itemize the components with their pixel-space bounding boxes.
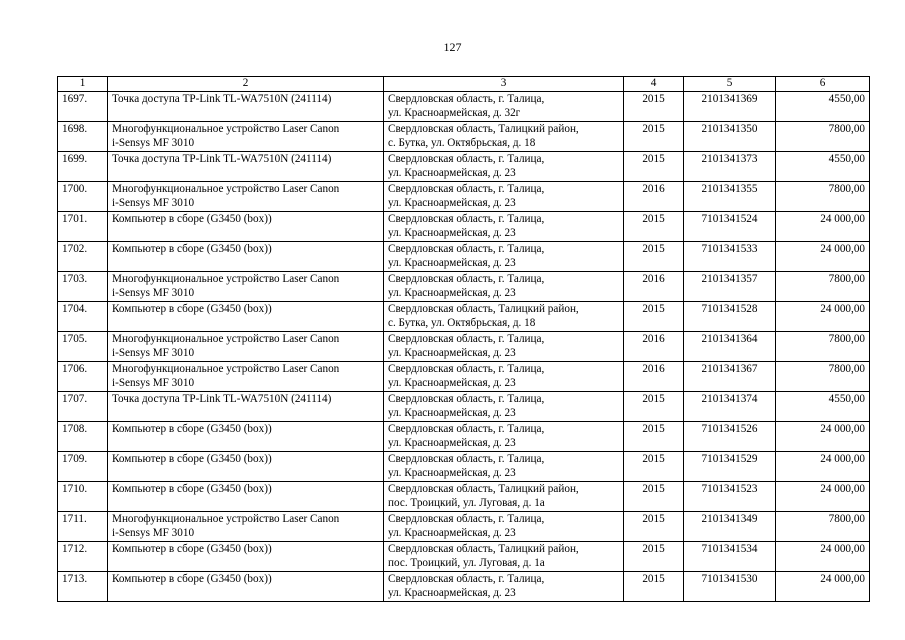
address-line-1: Свердловская область, г. Талица, xyxy=(388,423,545,435)
item-name-cell xyxy=(108,422,384,452)
column-header: 6 xyxy=(776,77,870,92)
row-number-cell: 1708. xyxy=(58,422,108,452)
address-line-2: пос. Троицкий, ул. Луговая, д. 1а xyxy=(388,497,545,509)
item-name-line-2: i-Sensys MF 3010 xyxy=(112,137,195,149)
table-row xyxy=(58,572,870,602)
cost-cell: 4550,00 xyxy=(776,92,870,122)
table-row xyxy=(58,362,870,392)
property-register-table xyxy=(57,76,870,602)
item-name-line-1: Компьютер в сборе (G3450 (box)) xyxy=(112,213,272,225)
address-cell xyxy=(384,392,624,422)
row-number-cell: 1698. xyxy=(58,122,108,152)
row-number-cell: 1711. xyxy=(58,512,108,542)
address-line-1: Свердловская область, г. Талица, xyxy=(388,153,545,165)
year-cell: 2016 xyxy=(624,332,684,362)
item-name-cell xyxy=(108,392,384,422)
row-number-cell: 1712. xyxy=(58,542,108,572)
address-cell xyxy=(384,482,624,512)
column-number-header-row xyxy=(58,77,870,92)
row-number-cell: 1709. xyxy=(58,452,108,482)
year-cell: 2015 xyxy=(624,572,684,602)
address-line-1: Свердловская область, г. Талица, xyxy=(388,243,545,255)
cost-cell: 7800,00 xyxy=(776,362,870,392)
year-cell: 2015 xyxy=(624,452,684,482)
item-name-line-1: Компьютер в сборе (G3450 (box)) xyxy=(112,243,272,255)
item-name-line-1: Многофункциональное устройство Laser Canon xyxy=(112,363,340,375)
year-cell: 2015 xyxy=(624,92,684,122)
inventory-number-cell: 2101341374 xyxy=(684,392,776,422)
address-line-2: пос. Троицкий, ул. Луговая, д. 1а xyxy=(388,557,545,569)
table-row xyxy=(58,152,870,182)
table-row xyxy=(58,512,870,542)
item-name-line-1: Компьютер в сборе (G3450 (box)) xyxy=(112,573,272,585)
row-number-cell: 1703. xyxy=(58,272,108,302)
row-number-cell: 1701. xyxy=(58,212,108,242)
inventory-number-cell: 2101341369 xyxy=(684,92,776,122)
address-line-1: Свердловская область, г. Талица, xyxy=(388,363,545,375)
year-cell: 2016 xyxy=(624,182,684,212)
row-number-cell: 1707. xyxy=(58,392,108,422)
item-name-line-2: i-Sensys MF 3010 xyxy=(112,347,195,359)
item-name-cell xyxy=(108,152,384,182)
cost-cell: 7800,00 xyxy=(776,512,870,542)
inventory-number-cell: 2101341357 xyxy=(684,272,776,302)
table-row xyxy=(58,542,870,572)
address-cell xyxy=(384,122,624,152)
address-line-2: ул. Красноармейская, д. 23 xyxy=(388,167,516,179)
item-name-cell xyxy=(108,302,384,332)
year-cell: 2015 xyxy=(624,212,684,242)
item-name-line-1: Компьютер в сборе (G3450 (box)) xyxy=(112,423,272,435)
address-line-2: ул. Красноармейская, д. 23 xyxy=(388,377,516,389)
table-row xyxy=(58,392,870,422)
item-name-cell xyxy=(108,122,384,152)
address-line-2: ул. Красноармейская, д. 23 xyxy=(388,437,516,449)
item-name-cell xyxy=(108,92,384,122)
address-line-2: ул. Красноармейская, д. 23 xyxy=(388,407,516,419)
row-number-cell: 1700. xyxy=(58,182,108,212)
item-name-line-1: Многофункциональное устройство Laser Canon xyxy=(112,123,340,135)
inventory-number-cell: 2101341373 xyxy=(684,152,776,182)
item-name-cell xyxy=(108,572,384,602)
inventory-number-cell: 7101341528 xyxy=(684,302,776,332)
inventory-number-cell: 2101341364 xyxy=(684,332,776,362)
cost-cell: 24 000,00 xyxy=(776,482,870,512)
address-cell xyxy=(384,302,624,332)
address-line-2: ул. Красноармейская, д. 23 xyxy=(388,227,516,239)
address-line-1: Свердловская область, г. Талица, xyxy=(388,453,545,465)
table-body xyxy=(58,92,870,602)
item-name-cell xyxy=(108,212,384,242)
address-line-2: ул. Красноармейская, д. 23 xyxy=(388,467,516,479)
item-name-line-1: Многофункциональное устройство Laser Canon xyxy=(112,513,340,525)
item-name-line-2: i-Sensys MF 3010 xyxy=(112,527,195,539)
address-line-1: Свердловская область, г. Талица, xyxy=(388,93,545,105)
address-cell xyxy=(384,212,624,242)
year-cell: 2015 xyxy=(624,242,684,272)
table-row xyxy=(58,422,870,452)
cost-cell: 7800,00 xyxy=(776,182,870,212)
cost-cell: 24 000,00 xyxy=(776,452,870,482)
address-line-1: Свердловская область, г. Талица, xyxy=(388,273,545,285)
item-name-line-2: i-Sensys MF 3010 xyxy=(112,377,195,389)
cost-cell: 7800,00 xyxy=(776,332,870,362)
item-name-cell xyxy=(108,182,384,212)
address-line-1: Свердловская область, Талицкий район, xyxy=(388,303,579,315)
column-header: 3 xyxy=(384,77,624,92)
year-cell: 2015 xyxy=(624,302,684,332)
row-number-cell: 1705. xyxy=(58,332,108,362)
address-line-1: Свердловская область, Талицкий район, xyxy=(388,483,579,495)
address-cell xyxy=(384,332,624,362)
year-cell: 2016 xyxy=(624,272,684,302)
inventory-number-cell: 2101341367 xyxy=(684,362,776,392)
year-cell: 2015 xyxy=(624,482,684,512)
cost-cell: 24 000,00 xyxy=(776,212,870,242)
inventory-number-cell: 7101341533 xyxy=(684,242,776,272)
item-name-line-2: i-Sensys MF 3010 xyxy=(112,287,195,299)
address-line-2: ул. Красноармейская, д. 23 xyxy=(388,347,516,359)
year-cell: 2015 xyxy=(624,392,684,422)
cost-cell: 7800,00 xyxy=(776,122,870,152)
item-name-line-1: Многофункциональное устройство Laser Canon xyxy=(112,333,340,345)
table-row xyxy=(58,212,870,242)
address-line-1: Свердловская область, Талицкий район, xyxy=(388,543,579,555)
address-line-2: с. Бутка, ул. Октябрьская, д. 18 xyxy=(388,317,536,329)
item-name-cell xyxy=(108,332,384,362)
cost-cell: 24 000,00 xyxy=(776,242,870,272)
address-cell xyxy=(384,182,624,212)
table-row xyxy=(58,452,870,482)
address-cell xyxy=(384,92,624,122)
address-line-2: ул. Красноармейская, д. 23 xyxy=(388,527,516,539)
address-line-2: с. Бутка, ул. Октябрьская, д. 18 xyxy=(388,137,536,149)
page-number: 127 xyxy=(443,40,462,54)
inventory-number-cell: 7101341529 xyxy=(684,452,776,482)
row-number-cell: 1699. xyxy=(58,152,108,182)
item-name-cell xyxy=(108,242,384,272)
cost-cell: 7800,00 xyxy=(776,272,870,302)
inventory-number-cell: 7101341534 xyxy=(684,542,776,572)
item-name-cell xyxy=(108,272,384,302)
cost-cell: 24 000,00 xyxy=(776,572,870,602)
row-number-cell: 1706. xyxy=(58,362,108,392)
year-cell: 2015 xyxy=(624,542,684,572)
item-name-line-1: Точка доступа TP-Link TL-WA7510N (241114) xyxy=(112,393,332,405)
address-line-1: Свердловская область, г. Талица, xyxy=(388,213,545,225)
inventory-number-cell: 7101341524 xyxy=(684,212,776,242)
row-number-cell: 1704. xyxy=(58,302,108,332)
address-line-2: ул. Красноармейская, д. 23 xyxy=(388,197,516,209)
year-cell: 2015 xyxy=(624,152,684,182)
item-name-line-1: Компьютер в сборе (G3450 (box)) xyxy=(112,453,272,465)
address-line-1: Свердловская область, Талицкий район, xyxy=(388,123,579,135)
address-line-1: Свердловская область, г. Талица, xyxy=(388,513,545,525)
year-cell: 2015 xyxy=(624,122,684,152)
table-row xyxy=(58,182,870,212)
item-name-cell xyxy=(108,452,384,482)
address-line-1: Свердловская область, г. Талица, xyxy=(388,333,545,345)
column-header: 5 xyxy=(684,77,776,92)
cost-cell: 24 000,00 xyxy=(776,302,870,332)
inventory-number-cell: 7101341526 xyxy=(684,422,776,452)
address-line-2: ул. Красноармейская, д. 23 xyxy=(388,587,516,599)
table-row xyxy=(58,302,870,332)
cost-cell: 4550,00 xyxy=(776,152,870,182)
address-line-1: Свердловская область, г. Талица, xyxy=(388,573,545,585)
item-name-line-1: Многофункциональное устройство Laser Canon xyxy=(112,273,340,285)
table-row xyxy=(58,332,870,362)
year-cell: 2015 xyxy=(624,512,684,542)
table-row xyxy=(58,242,870,272)
item-name-cell xyxy=(108,362,384,392)
cost-cell: 4550,00 xyxy=(776,392,870,422)
address-cell xyxy=(384,362,624,392)
row-number-cell: 1710. xyxy=(58,482,108,512)
table-row xyxy=(58,122,870,152)
address-line-2: ул. Красноармейская, д. 23 xyxy=(388,257,516,269)
cost-cell: 24 000,00 xyxy=(776,422,870,452)
row-number-cell: 1697. xyxy=(58,92,108,122)
item-name-line-1: Многофункциональное устройство Laser Canon xyxy=(112,183,340,195)
inventory-number-cell: 7101341530 xyxy=(684,572,776,602)
address-cell xyxy=(384,512,624,542)
item-name-line-1: Компьютер в сборе (G3450 (box)) xyxy=(112,303,272,315)
row-number-cell: 1702. xyxy=(58,242,108,272)
column-header: 2 xyxy=(108,77,384,92)
address-cell xyxy=(384,272,624,302)
item-name-cell xyxy=(108,512,384,542)
item-name-line-1: Точка доступа TP-Link TL-WA7510N (241114) xyxy=(112,153,332,165)
year-cell: 2015 xyxy=(624,422,684,452)
row-number-cell: 1713. xyxy=(58,572,108,602)
item-name-line-2: i-Sensys MF 3010 xyxy=(112,197,195,209)
address-cell xyxy=(384,152,624,182)
column-header: 1 xyxy=(58,77,108,92)
inventory-number-cell: 2101341355 xyxy=(684,182,776,212)
address-cell xyxy=(384,242,624,272)
column-header: 4 xyxy=(624,77,684,92)
year-cell: 2016 xyxy=(624,362,684,392)
table-row xyxy=(58,272,870,302)
address-line-2: ул. Красноармейская, д. 23 xyxy=(388,287,516,299)
inventory-number-cell: 7101341523 xyxy=(684,482,776,512)
address-cell xyxy=(384,452,624,482)
item-name-line-1: Точка доступа TP-Link TL-WA7510N (241114) xyxy=(112,93,332,105)
address-line-2: ул. Красноармейская, д. 32г xyxy=(388,107,521,119)
item-name-line-1: Компьютер в сборе (G3450 (box)) xyxy=(112,483,272,495)
address-cell xyxy=(384,422,624,452)
inventory-number-cell: 2101341349 xyxy=(684,512,776,542)
address-cell xyxy=(384,542,624,572)
item-name-cell xyxy=(108,482,384,512)
inventory-number-cell: 2101341350 xyxy=(684,122,776,152)
table-row xyxy=(58,482,870,512)
address-cell xyxy=(384,572,624,602)
cost-cell: 24 000,00 xyxy=(776,542,870,572)
table-row xyxy=(58,92,870,122)
address-line-1: Свердловская область, г. Талица, xyxy=(388,183,545,195)
item-name-cell xyxy=(108,542,384,572)
address-line-1: Свердловская область, г. Талица, xyxy=(388,393,545,405)
item-name-line-1: Компьютер в сборе (G3450 (box)) xyxy=(112,543,272,555)
